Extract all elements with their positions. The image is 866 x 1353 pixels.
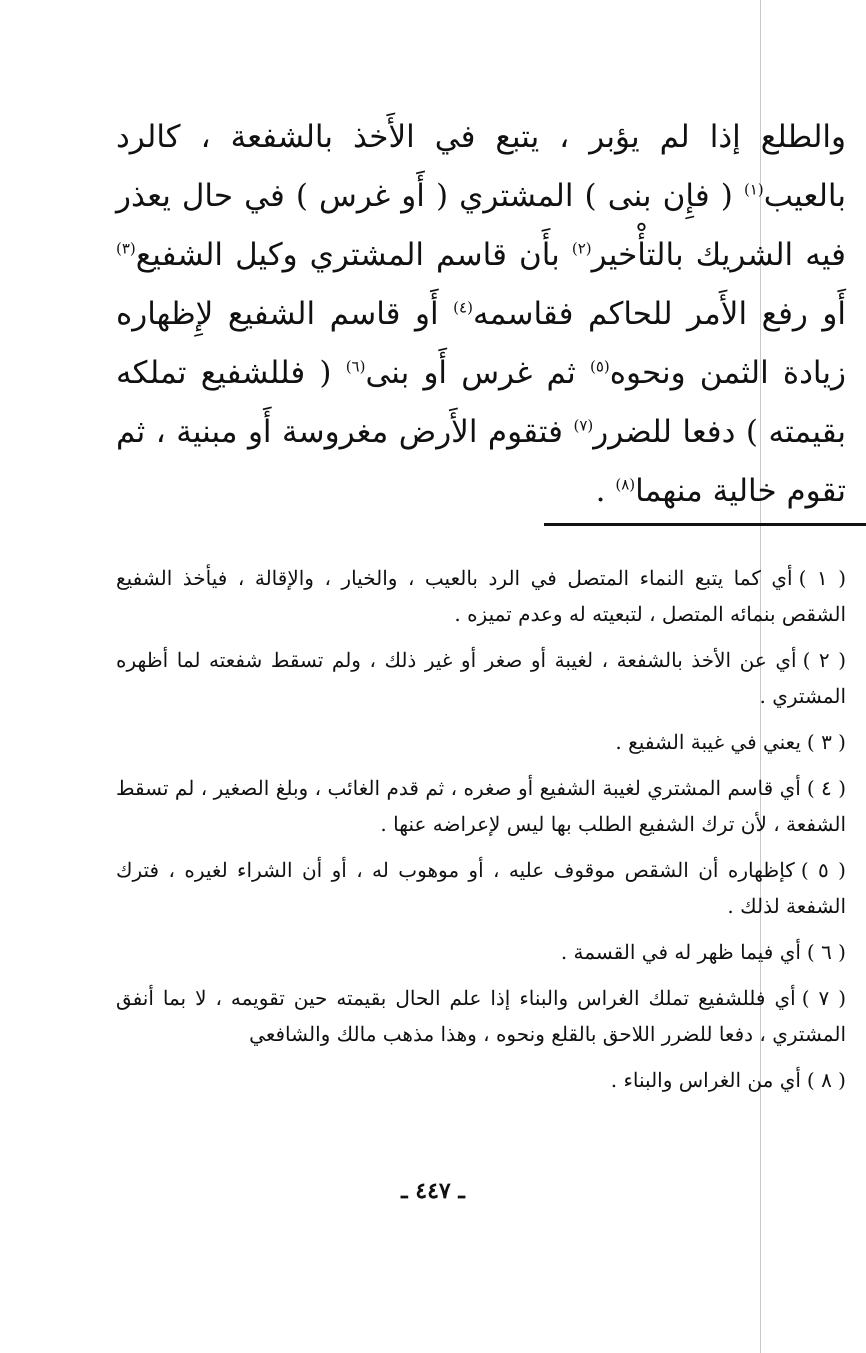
page-number: ـ ٤٤٧ ـ [401, 1178, 465, 1204]
footnote-text: أي من الغراس والبناء . [610, 1068, 801, 1092]
footnote-marker: (٣) [116, 239, 136, 258]
main-text-segment: بأَن قاسم المشتري وكيل الشفيع [135, 237, 572, 273]
main-text-segment: والطلع إذا لم يؤبر ، يتبع في الأَخذ بالشفعة ، كالرد بالعيب [116, 119, 846, 214]
footnote-text: يعني في غيبة الشفيع . [615, 730, 801, 754]
footnote-marker: (٥) [589, 357, 610, 376]
footnote-number: ( ٥ ) [800, 858, 846, 882]
footnote-item [116, 560, 846, 632]
main-text-segment: أَو رفع الأَمر للحاكم فقاسمه [472, 296, 847, 332]
footnote-number: ( ٢ ) [802, 648, 846, 672]
main-text [116, 108, 846, 521]
footnote-marker: (٨) [615, 475, 636, 494]
footnote-number: ( ٨ ) [806, 1068, 846, 1092]
main-text-segment: فتقوم الأَرض مغروسة أَو مبنية ، ثم تقوم خالية منهما [116, 414, 846, 509]
footnote-marker: (٤) [453, 298, 473, 317]
footnote-text: أي كما يتبع النماء المتصل في الرد بالعيب ، والخيار ، والإقالة ، فيأخذ الشفيع الشقص بنمائه المتصل ، لتبعيته له وعدم تميزه . [116, 566, 846, 626]
footnote-divider [544, 523, 866, 526]
footnote-marker: (٢) [571, 239, 592, 258]
footnote-text: أي فيما ظهر له في القسمة . [560, 940, 801, 964]
footnote-item [116, 1062, 846, 1098]
footnote-item [116, 724, 846, 760]
footnote-text: أي قاسم المشتري لغيبة الشفيع أو صغره ، ثم قدم الغائب ، وبلغ الصغير ، لم تسقط الشفعة ، لأن ترك الشفيع الطلب بها ليس لإعراضه عنها . [116, 776, 846, 836]
footnotes-list [116, 560, 846, 1108]
footnote-marker: (١) [743, 180, 764, 199]
footnote-marker: (٧) [573, 416, 594, 435]
footnote-text: أي فللشفيع تملك الغراس والبناء إذا علم الحال بقيمته حين تقويمه ، لا بما أنفق المشتري ، دفعا للضرر اللاحق بالقلع ونحوه ، وهذا مذهب مالك والشافعي [116, 986, 846, 1046]
footnote-number: ( ٧ ) [801, 986, 846, 1010]
footnote-marker: (٦) [345, 357, 366, 376]
footnote-number: ( ١ ) [798, 566, 846, 590]
footnote-number: ( ٤ ) [806, 776, 846, 800]
footnote-item [116, 980, 846, 1052]
main-text-segment: . [595, 473, 616, 509]
footnote-item [116, 770, 846, 842]
main-text-segment: أَو قاسم الشفيع لإِظهاره زيادة الثمن ونحوه [116, 296, 846, 391]
footnote-text: أي عن الأخذ بالشفعة ، لغيبة أو صغر أو غير ذلك ، ولم تسقط شفعته لما أظهره المشتري . [116, 648, 846, 708]
main-text-segment: ثم غرس أَو بنى [365, 355, 590, 391]
main-text-segment: ( فإِن بنى ) المشتري ( أَو غرس ) في حال يعذر فيه الشريك بالتأْخير [116, 178, 846, 273]
footnote-item [116, 642, 846, 714]
footnote-item [116, 852, 846, 924]
main-text-segment: ( فللشفيع تملكه بقيمته ) دفعا للضرر [116, 355, 847, 450]
footnote-item [116, 934, 846, 970]
footnote-number: ( ٣ ) [806, 730, 846, 754]
footnote-text: كإظهاره أن الشقص موقوف عليه ، أو موهوب له ، أو أن الشراء لغيره ، فترك الشفعة لذلك . [116, 858, 846, 918]
footnote-number: ( ٦ ) [806, 940, 846, 964]
